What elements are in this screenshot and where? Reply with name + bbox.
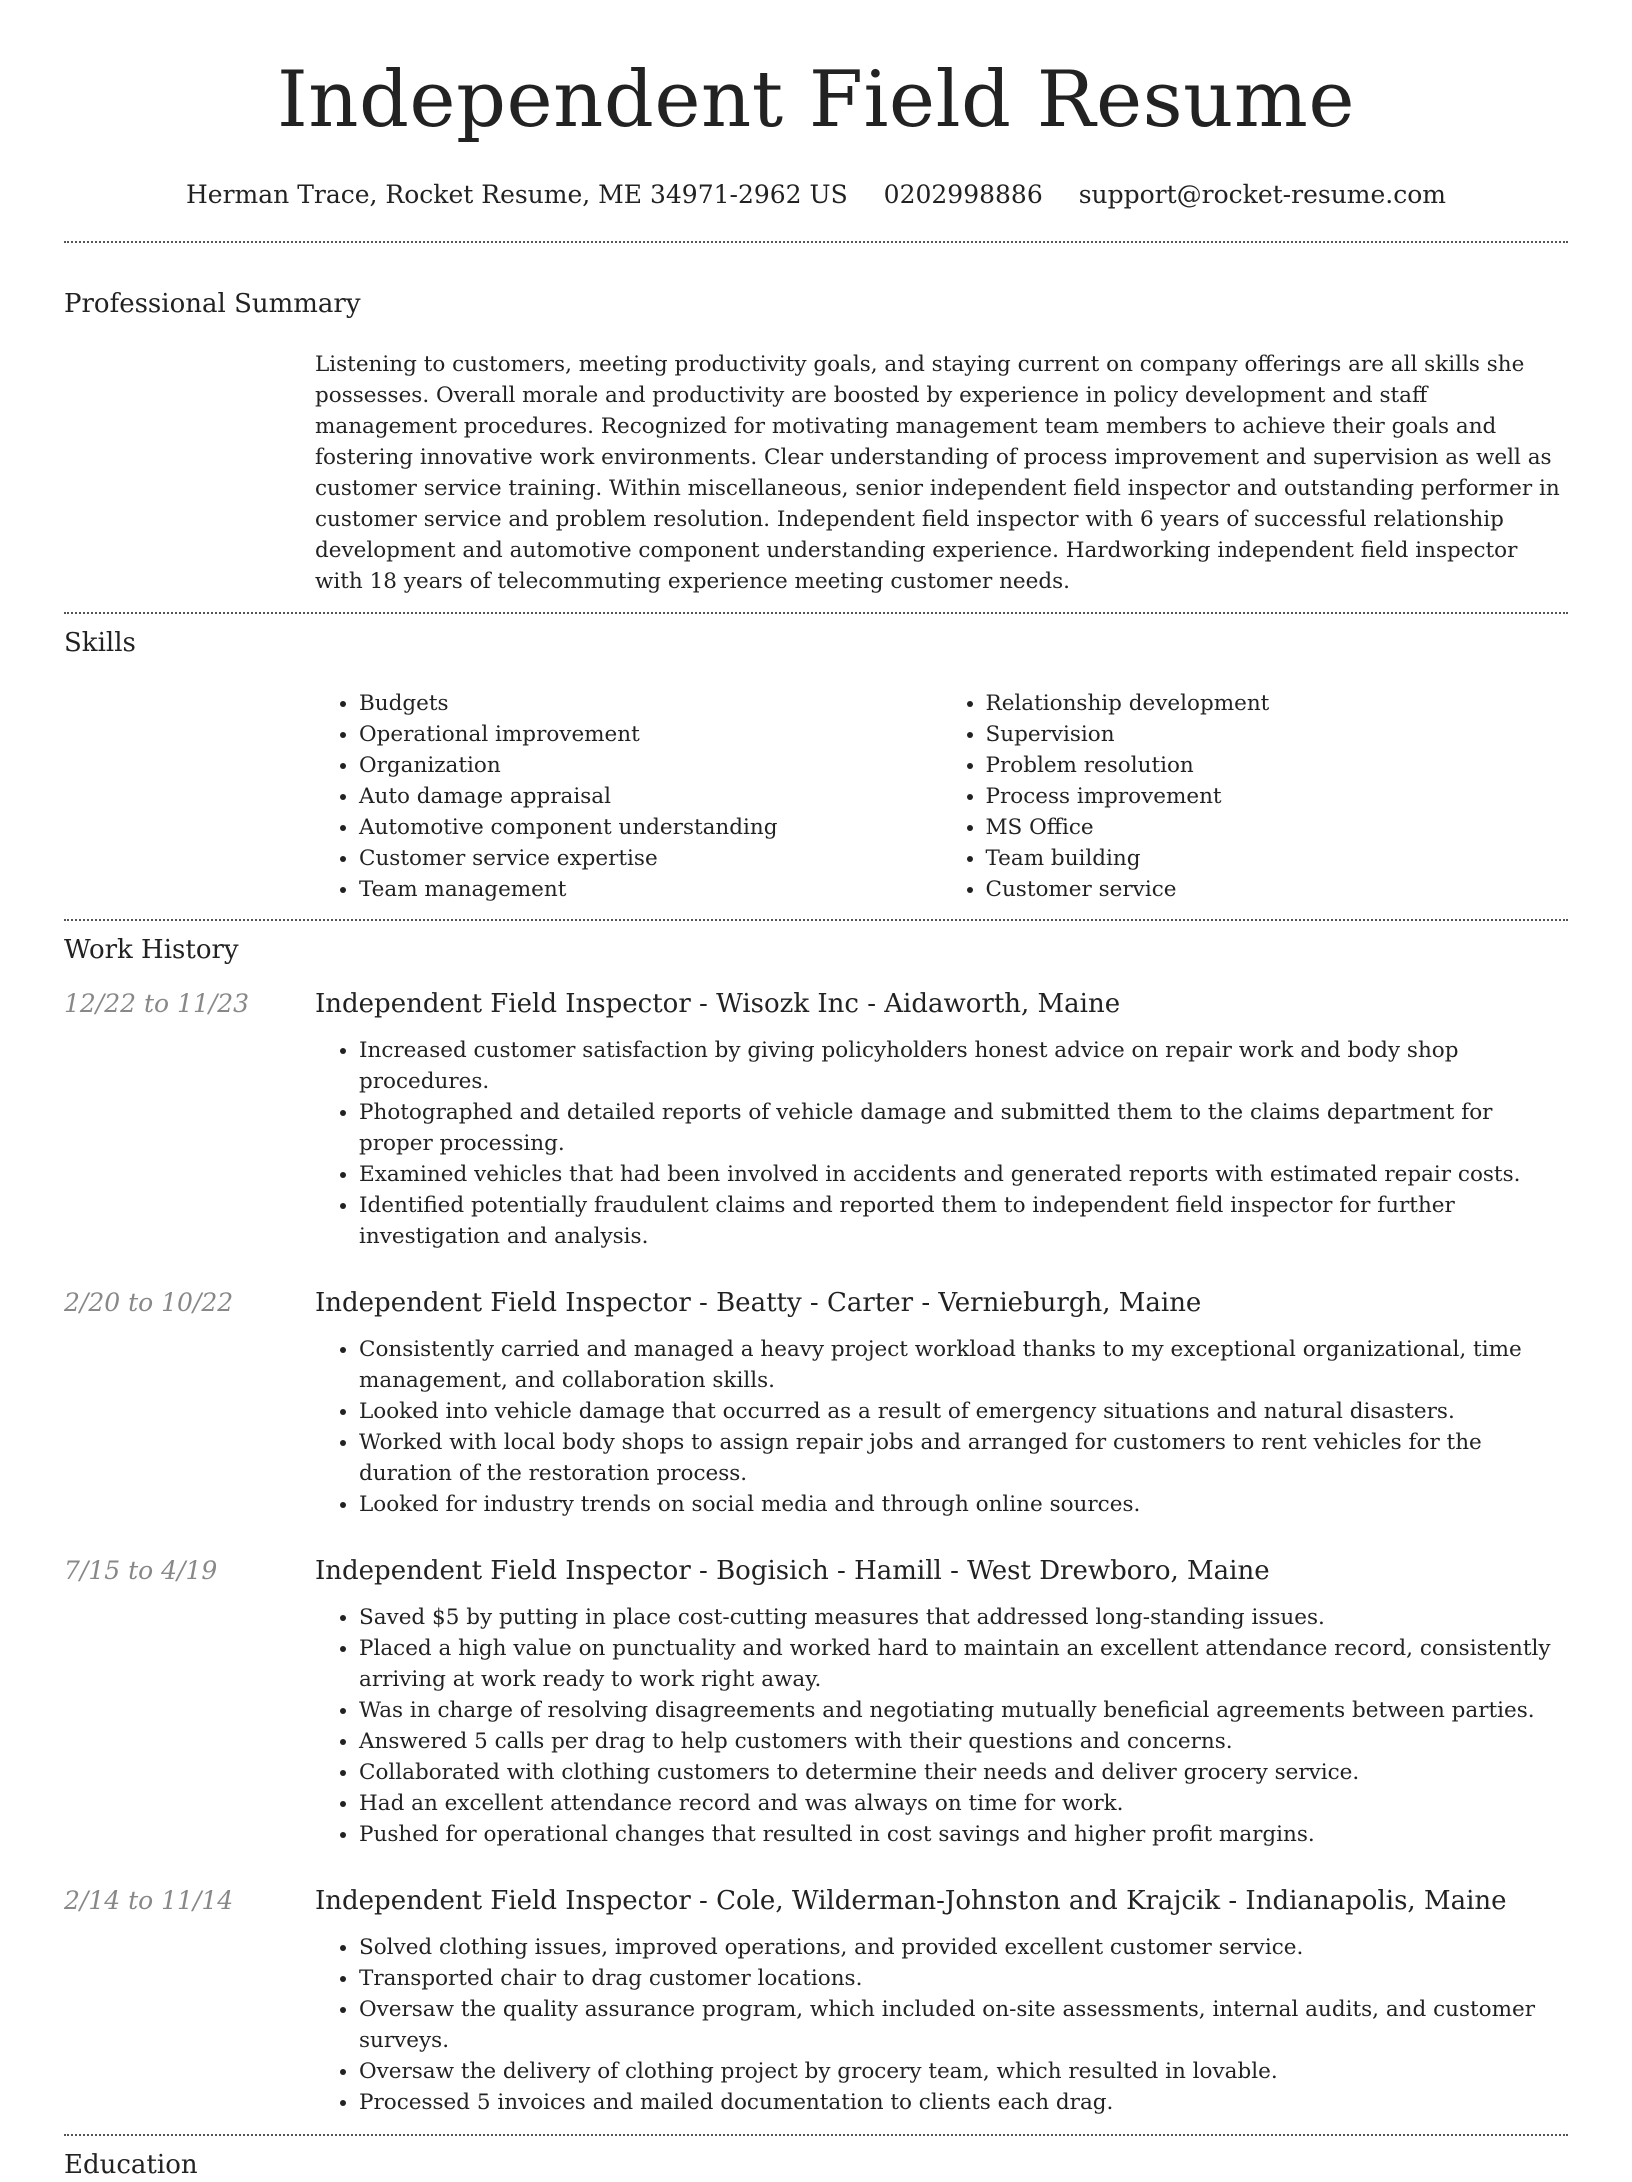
work-history-section — [64, 933, 1568, 2118]
job-bullet: • Oversaw the delivery of clothing project by grocery team, which resulted in lovable. — [359, 2056, 1568, 2087]
job-bullets — [315, 1932, 1568, 2118]
contact-phone: 0202998886 — [883, 180, 1043, 209]
job-entry — [64, 1286, 1568, 1520]
section-heading-skills: Skills — [64, 628, 136, 658]
section-divider — [64, 612, 1568, 614]
contact-email: support@rocket-resume.com — [1078, 180, 1446, 209]
job-title: Independent Field Inspector - Wisozk Inc - Aidaworth, Maine — [315, 989, 1121, 1019]
job-date: 12/22 to 11/23 — [64, 989, 250, 1018]
header-divider — [64, 241, 1568, 243]
job-bullet: • Looked for industry trends on social media and through online sources. — [359, 1489, 1568, 1520]
job-bullet: • Was in charge of resolving disagreements and negotiating mutually beneficial agreements between parties. — [359, 1695, 1568, 1726]
job-bullets — [315, 1035, 1568, 1252]
skill-item: • Problem resolution — [986, 750, 1569, 781]
job-bullet: • Saved $5 by putting in place cost-cutting measures that addressed long-standing issues. — [359, 1602, 1568, 1633]
skill-item: • Customer service — [986, 874, 1569, 905]
job-bullets — [315, 1334, 1568, 1520]
job-body — [315, 1884, 1568, 2118]
job-title: Independent Field Inspector - Bogisich - Hamill - West Drewboro, Maine — [315, 1556, 1270, 1586]
job-bullet: • Looked into vehicle damage that occurred as a result of emergency situations and natural disasters. — [359, 1396, 1568, 1427]
job-bullet: • Worked with local body shops to assign repair jobs and arranged for customers to rent vehicles for the duration of the restoration process. — [359, 1427, 1568, 1489]
skills-list-left — [315, 688, 942, 905]
skill-item: • Team building — [986, 843, 1569, 874]
job-date: 7/15 to 4/19 — [64, 1556, 218, 1585]
skill-item: • Relationship development — [986, 688, 1569, 719]
job-bullet: • Placed a high value on punctuality and worked hard to maintain an excellent attendance record, consistently arriving at work ready to work right away. — [359, 1633, 1568, 1695]
skill-item: • Budgets — [359, 688, 942, 719]
job-bullet: • Had an excellent attendance record and was always on time for work. — [359, 1788, 1568, 1819]
skills-list-right — [942, 688, 1569, 905]
section-heading-work-history: Work History — [64, 935, 239, 965]
job-entry — [64, 1884, 1568, 2118]
job-bullet: • Pushed for operational changes that resulted in cost savings and higher profit margins. — [359, 1819, 1568, 1850]
contact-info — [64, 178, 1568, 212]
job-date: 2/20 to 10/22 — [64, 1288, 234, 1317]
job-bullet: • Photographed and detailed reports of vehicle damage and submitted them to the claims department for proper processing. — [359, 1097, 1568, 1159]
contact-address: Herman Trace, Rocket Resume, ME 34971-2962 US — [186, 180, 848, 209]
job-title: Independent Field Inspector - Beatty - Carter - Vernieburgh, Maine — [315, 1288, 1202, 1318]
job-entry — [64, 1554, 1568, 1850]
skills-columns — [315, 688, 1568, 905]
job-bullet: • Identified potentially fraudulent claims and reported them to independent field inspector for further investigation and analysis. — [359, 1190, 1568, 1252]
job-body — [315, 1554, 1568, 1850]
section-heading-summary: Professional Summary — [64, 289, 361, 319]
job-bullet: • Processed 5 invoices and mailed documentation to clients each drag. — [359, 2087, 1568, 2118]
job-body — [315, 987, 1568, 1252]
skill-item: • Team management — [359, 874, 942, 905]
summary-text: Listening to customers, meeting productivity goals, and staying current on company offerings are all skills she possesses. Overall morale and productivity are boosted by experience in policy development and staff management procedures. Recognized for motivating management team members to achieve their goals and fostering innovative work environments. Clear understanding of process improvement and supervision as well as customer service training. Within miscellaneous, senior independent field inspector and outstanding performer in customer service and problem resolution. Independent field inspector with 6 years of successful relationship development and automotive component understanding experience. Hardworking independent field inspector with 18 years of telecommuting experience meeting customer needs. — [315, 352, 1560, 594]
job-bullet: • Increased customer satisfaction by giving policyholders honest advice on repair work and body shop procedures. — [359, 1035, 1568, 1097]
section-heading-education: Education — [64, 2150, 198, 2180]
section-divider — [64, 919, 1568, 921]
job-bullet: • Answered 5 calls per drag to help customers with their questions and concerns. — [359, 1726, 1568, 1757]
job-bullets — [315, 1602, 1568, 1850]
section-divider — [64, 2134, 1568, 2136]
education-section — [64, 2148, 1568, 2182]
skill-item: • Automotive component understanding — [359, 812, 942, 843]
skill-item: • Customer service expertise — [359, 843, 942, 874]
skill-item: • Process improvement — [986, 781, 1569, 812]
job-body — [315, 1286, 1568, 1520]
job-bullet: • Collaborated with clothing customers to determine their needs and deliver grocery service. — [359, 1757, 1568, 1788]
job-bullet: • Transported chair to drag customer locations. — [359, 1963, 1568, 1994]
skill-item: • Supervision — [986, 719, 1569, 750]
skill-item: • Auto damage appraisal — [359, 781, 942, 812]
resume-title: Independent Field Resume — [276, 55, 1356, 145]
job-bullet: • Solved clothing issues, improved operations, and provided excellent customer service. — [359, 1932, 1568, 1963]
skill-item: • Operational improvement — [359, 719, 942, 750]
skills-section — [64, 626, 1568, 905]
job-date: 2/14 to 11/14 — [64, 1886, 234, 1915]
job-entry — [64, 987, 1568, 1252]
professional-summary-section — [64, 287, 1568, 597]
skill-item: • Organization — [359, 750, 942, 781]
job-bullet: • Oversaw the quality assurance program, which included on-site assessments, internal audits, and customer surveys. — [359, 1994, 1568, 2056]
job-bullet: • Examined vehicles that had been involved in accidents and generated reports with estimated repair costs. — [359, 1159, 1568, 1190]
job-bullet: • Consistently carried and managed a heavy project workload thanks to my exceptional organizational, time management, and collaboration skills. — [359, 1334, 1568, 1396]
skill-item: • MS Office — [986, 812, 1569, 843]
job-title: Independent Field Inspector - Cole, Wilderman-Johnston and Krajcik - Indianapolis, Maine — [315, 1886, 1507, 1916]
